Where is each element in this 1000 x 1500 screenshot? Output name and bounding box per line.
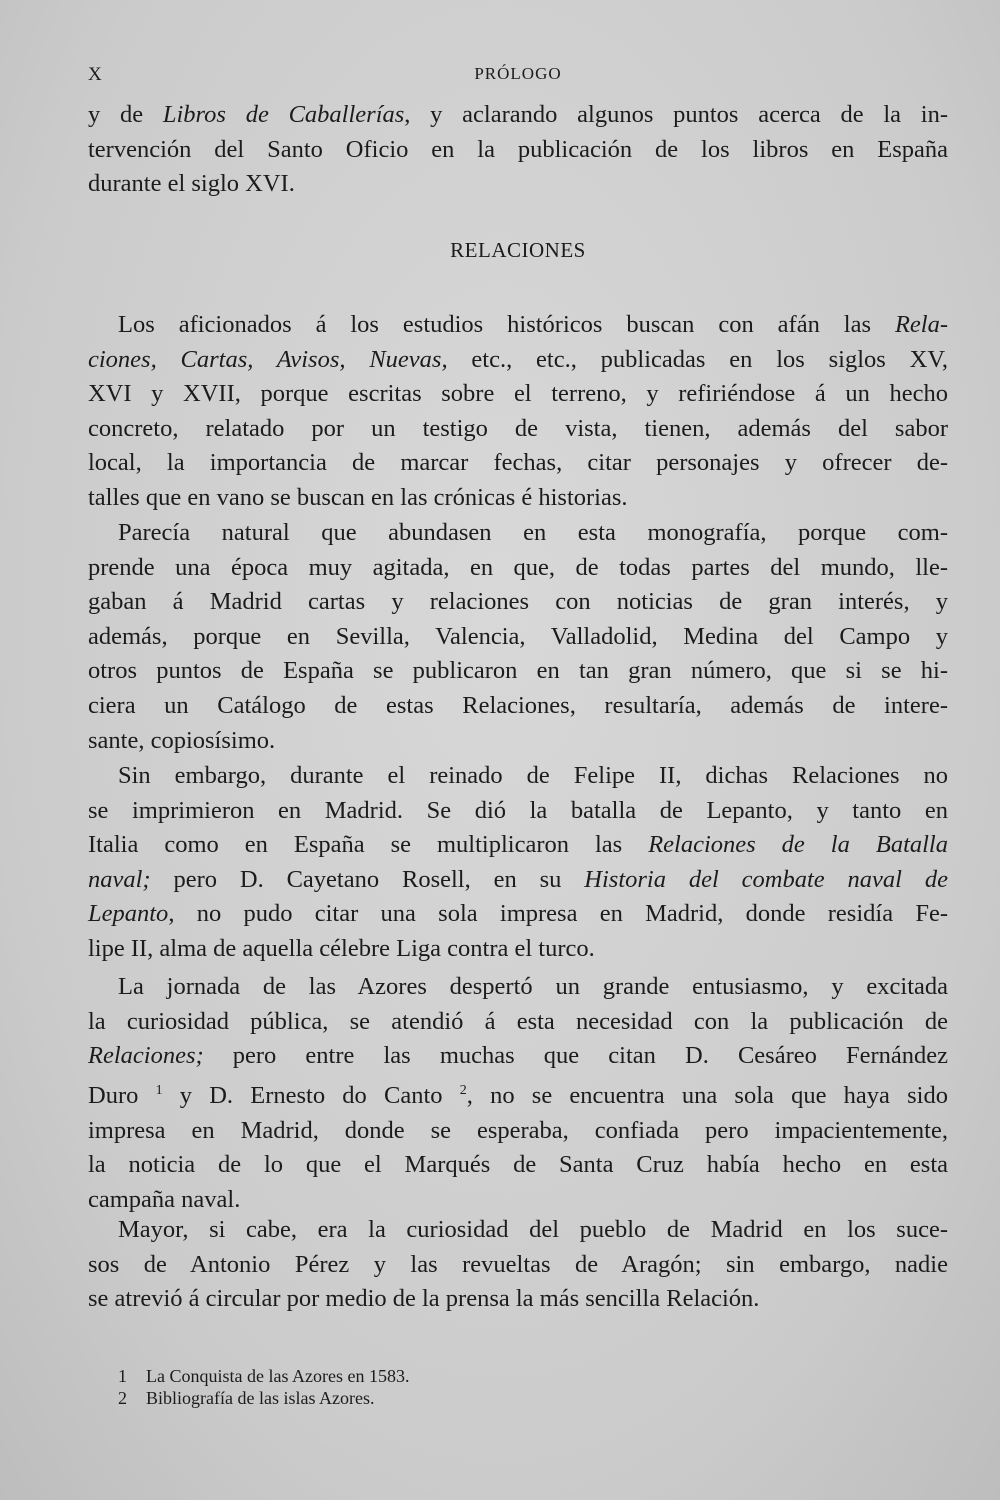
italic-text: naval;	[88, 865, 151, 893]
text-line	[88, 167, 948, 202]
paragraph	[88, 970, 948, 1217]
text-segment: campaña naval.	[88, 1185, 241, 1213]
text-line	[88, 98, 948, 133]
text-segment: se atrevió á circular por medio de la prensa la más sencilla Relación.	[88, 1285, 760, 1313]
text-line	[88, 970, 948, 1005]
text-line	[88, 794, 948, 829]
italic-text: ciones, Cartas, Avisos, Nuevas,	[88, 345, 448, 373]
text-segment: durante el siglo	[88, 170, 246, 198]
text-segment: además, porque en Sevilla, Valencia, Valladolid, Medina del Campo y	[88, 622, 948, 650]
text-segment: lipe II, alma de aquella célebre Liga contra el turco.	[88, 934, 595, 962]
text-line	[88, 1213, 948, 1248]
text-line	[88, 620, 948, 655]
text-segment: La jornada de las Azores despertó un grande entusiasmo, y excitada	[118, 973, 948, 1000]
text-segment: talles que en vano se buscan en las crónicas é historias.	[88, 483, 628, 511]
running-head	[88, 64, 948, 88]
paragraph	[88, 759, 948, 967]
running-head-title: PRÓLOGO	[474, 64, 562, 83]
footnote-number: 2	[118, 1388, 127, 1408]
text-line	[88, 585, 948, 620]
text-segment: , no se encuentra una sola que haya sido	[466, 1081, 948, 1109]
text-line	[88, 377, 948, 412]
text-line	[88, 481, 948, 516]
italic-text: Relaciones;	[88, 1042, 204, 1070]
text-line	[88, 759, 948, 794]
text-segment: la curiosidad pública, se atendió á esta necesidad con la publicación de	[88, 1007, 948, 1035]
italic-text: Rela-	[894, 311, 948, 338]
text-segment: otros puntos de España se publicaron en tan gran número, que si se hi-	[88, 657, 948, 685]
text-line	[88, 654, 948, 689]
text-segment: XVI y XVII, porque escritas sobre el terreno, y refiriéndose á un hecho	[88, 380, 948, 408]
text-segment: y D. Ernesto do Canto	[162, 1081, 460, 1109]
footnote-text: Bibliografía de las islas Azores.	[146, 1388, 375, 1408]
paragraph	[88, 516, 948, 758]
text-line	[88, 932, 948, 967]
text-line	[88, 1039, 948, 1074]
text-segment: XVI.	[245, 170, 295, 198]
text-segment: prende una época muy agitada, en que, de todas partes del mundo, lle-	[88, 553, 948, 581]
text-segment: gaban á Madrid cartas y relaciones con noticias de gran interés, y	[88, 588, 948, 616]
footnote-2	[118, 1387, 409, 1409]
text-segment: Duro	[88, 1081, 156, 1109]
text-segment: Los aficionados á los estudios históricos buscan con afán las	[118, 311, 895, 338]
text-segment: sos de Antonio Pérez y las revueltas de Aragón; sin embargo, nadie	[88, 1250, 948, 1278]
section-title: RELACIONES	[450, 238, 586, 262]
footnote-text: La Conquista de las Azores en 1583.	[146, 1366, 410, 1386]
text-line	[88, 863, 948, 898]
text-line	[88, 133, 948, 168]
text-segment: etc., etc., publicadas en los siglos XV,	[447, 345, 948, 373]
italic-text: Historia del combate naval de	[584, 865, 948, 893]
text-segment: Parecía natural que abundasen en esta monografía, porque com-	[118, 519, 948, 546]
text-line	[88, 724, 948, 759]
text-segment: local, la importancia de marcar fechas, citar personajes y ofrecer de-	[88, 449, 948, 477]
footnote-ref: 2	[459, 1082, 467, 1098]
text-segment: , no pudo citar una sola impresa en Madrid, donde residía Fe-	[168, 900, 948, 928]
text-segment: pero entre las muchas que citan D. Cesáreo Fernández	[203, 1042, 948, 1070]
text-segment: tervención del Santo Oficio en la publicación de los libros en España	[88, 135, 948, 163]
text-segment: pero D. Cayetano Rosell, en su	[150, 865, 585, 893]
text-segment: , y aclarando algunos puntos acerca de la in-	[404, 101, 948, 128]
text-line	[88, 1148, 948, 1183]
text-segment: Sin embargo, durante el reinado de Felipe II, dichas Relaciones no	[118, 762, 948, 789]
italic-text: Lepanto	[88, 900, 169, 928]
footnote-1	[118, 1365, 409, 1387]
text-line	[88, 897, 948, 932]
footnotes	[118, 1365, 409, 1409]
footnote-ref: 1	[155, 1082, 163, 1098]
text-line	[88, 308, 948, 343]
text-segment: y de	[88, 101, 163, 128]
text-line	[88, 1074, 948, 1114]
text-line	[88, 828, 948, 863]
text-segment: la noticia de lo que el Marqués de Santa Cruz había hecho en esta	[88, 1151, 948, 1179]
text-line	[88, 343, 948, 378]
text-line	[88, 516, 948, 551]
text-line	[88, 551, 948, 586]
text-line	[88, 446, 948, 481]
italic-text: Relaciones de la Batalla	[648, 831, 948, 859]
italic-text: Libros de Caballerías	[162, 101, 405, 128]
text-line	[88, 1005, 948, 1040]
text-line	[88, 1248, 948, 1283]
text-segment: Mayor, si cabe, era la curiosidad del pueblo de Madrid en los suce-	[118, 1216, 948, 1243]
text-segment: impresa en Madrid, donde se esperaba, confiada pero impacientemente,	[88, 1116, 948, 1144]
paragraph	[88, 308, 948, 516]
text-line	[88, 1282, 948, 1317]
text-segment: concreto, relatado por un testigo de vista, tienen, además del sabor	[88, 414, 948, 442]
text-line	[88, 1114, 948, 1149]
text-line	[88, 689, 948, 724]
text-segment: Italia como en España se multiplicaron las	[88, 831, 649, 859]
text-segment: ciera un Catálogo de estas Relaciones, resultaría, además de intere-	[88, 691, 948, 719]
intro-text	[88, 98, 948, 202]
footnote-number: 1	[118, 1366, 127, 1386]
text-segment: sante, copiosísimo.	[88, 726, 276, 754]
page-number: X	[88, 64, 102, 85]
text-segment: se imprimieron en Madrid. Se dió la batalla de Lepanto, y tanto en	[88, 796, 948, 824]
text-line	[88, 412, 948, 447]
paragraph	[88, 1213, 948, 1317]
